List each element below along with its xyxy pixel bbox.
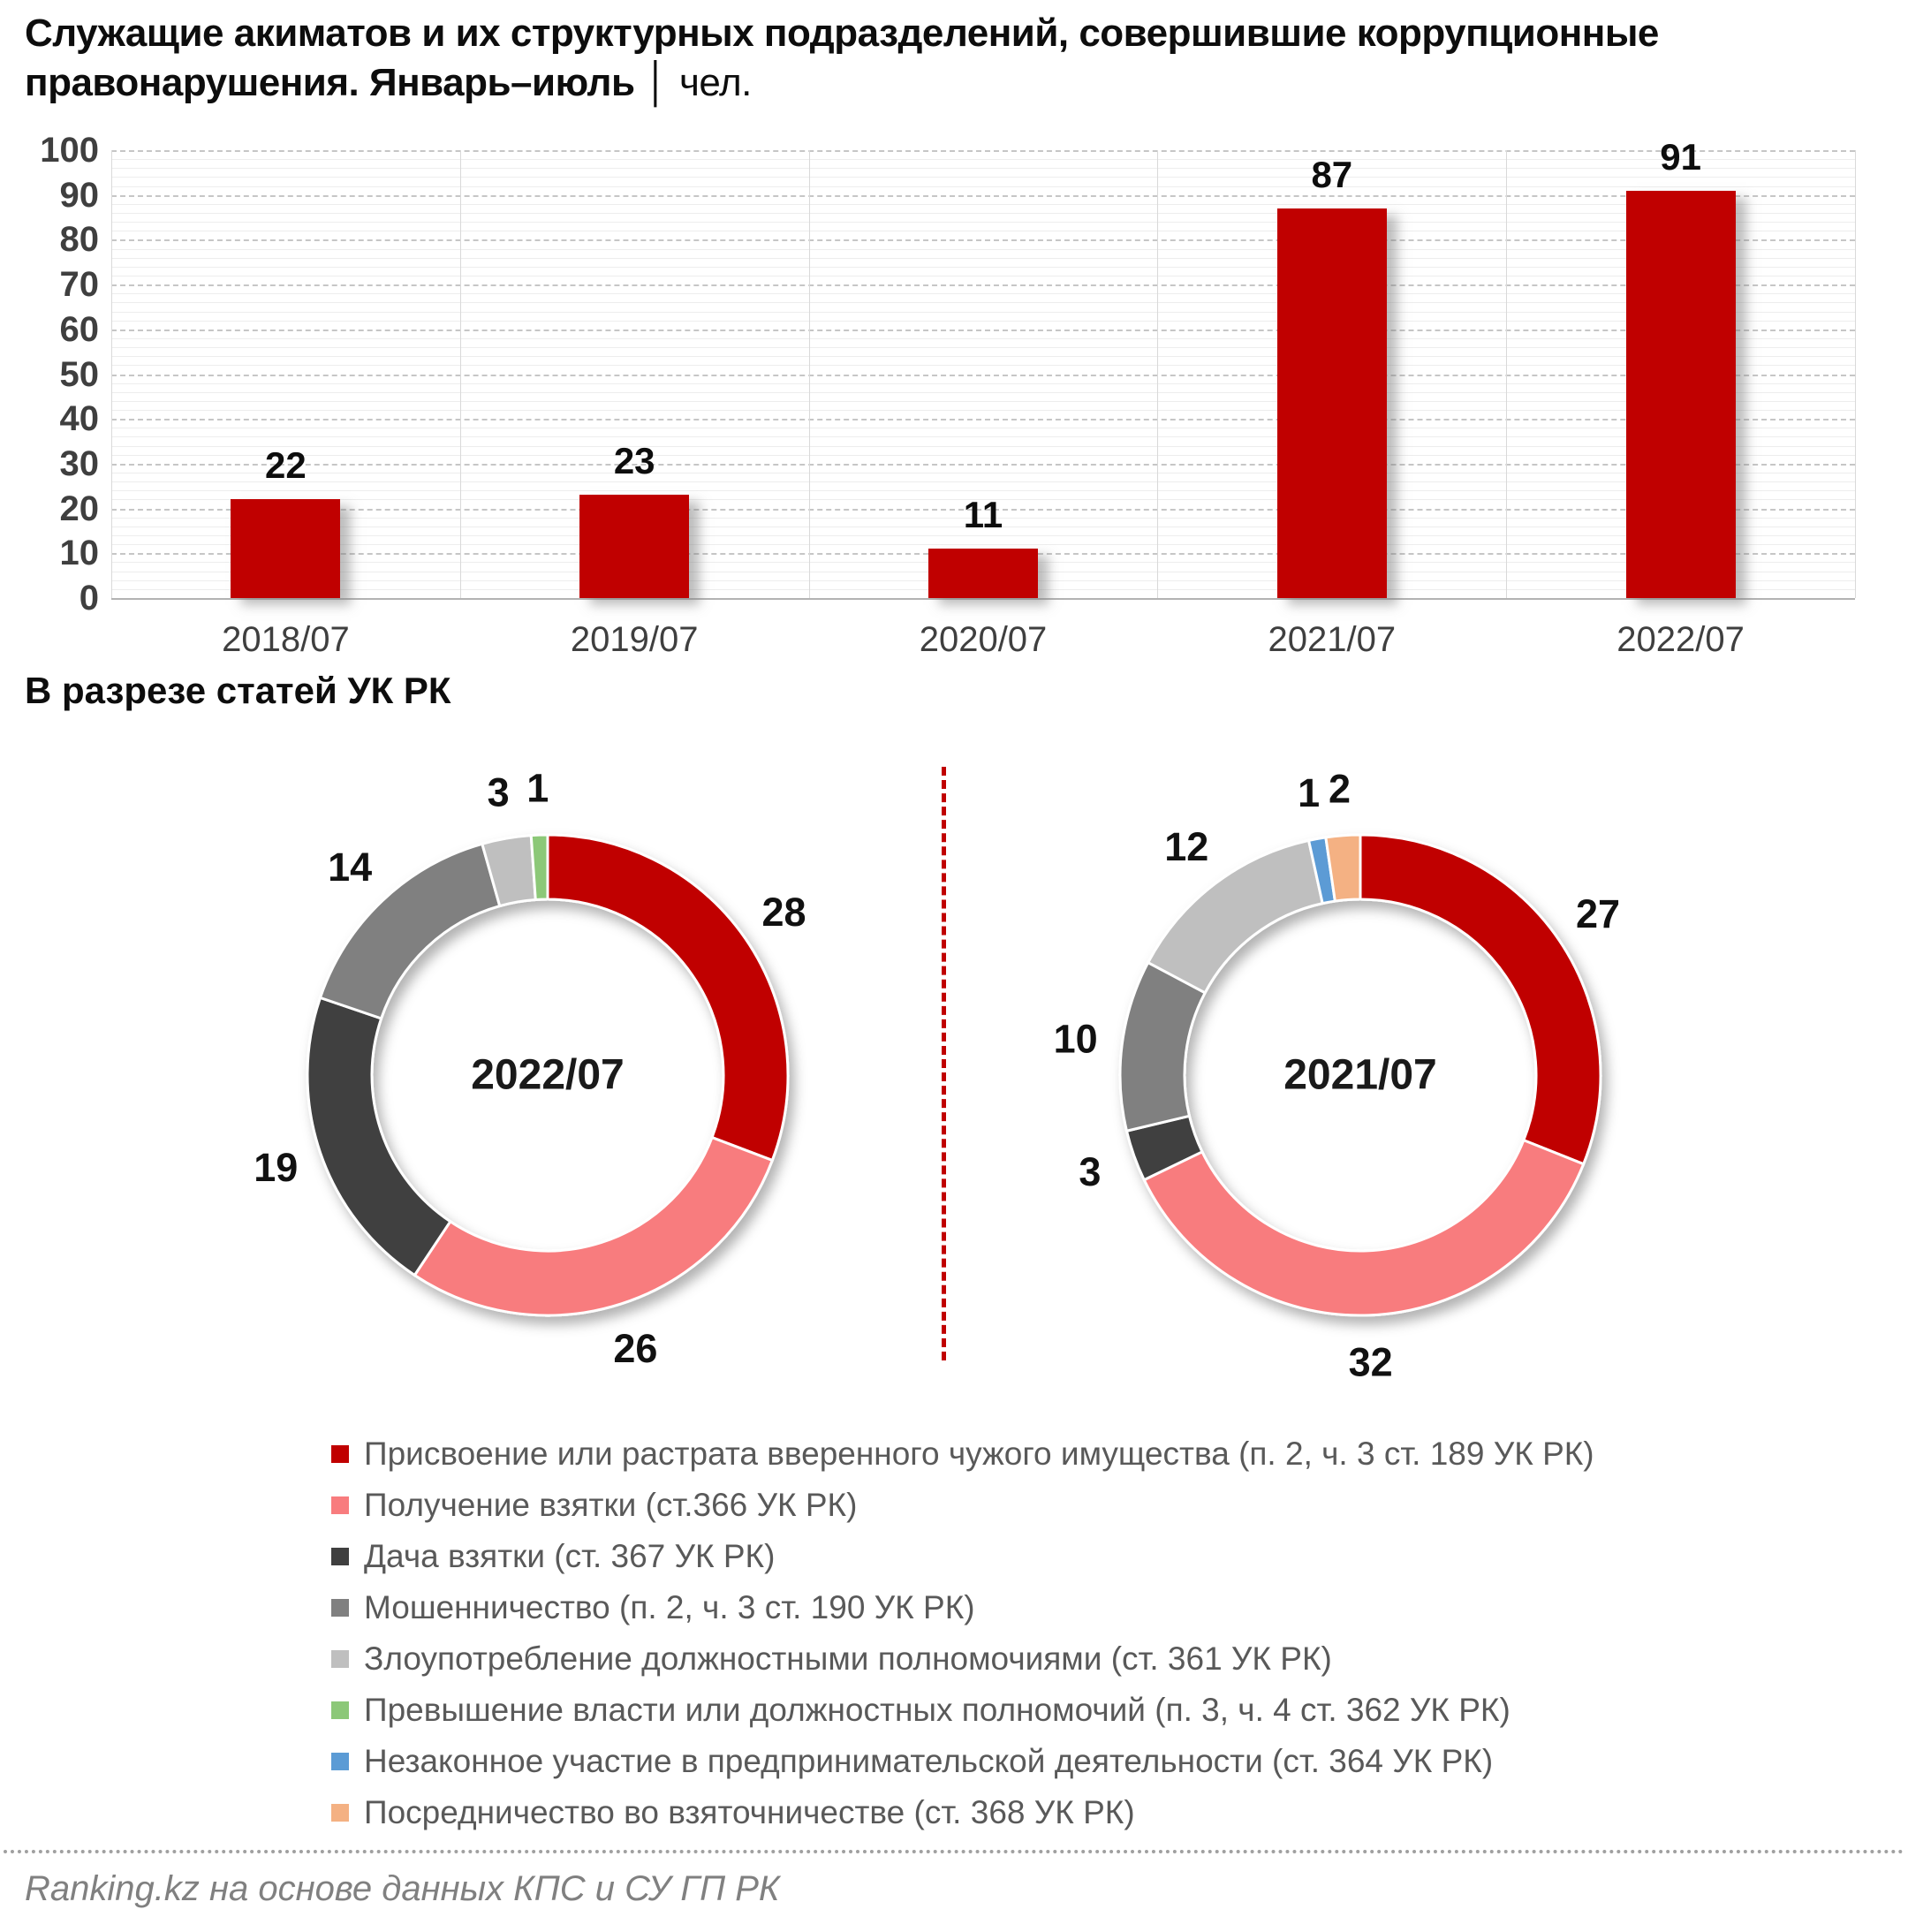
legend-item: [331, 1531, 1833, 1582]
donut-slice-value-label: 28: [761, 889, 806, 935]
x-axis-tick-label: 2019/07: [570, 620, 699, 659]
donut-slice: [548, 835, 788, 1160]
donut-slice: [531, 835, 548, 899]
legend-item-label: Присвоение или растрата вверенного чужого имущества (п. 2, ч. 3 ст. 189 УК РК): [364, 1436, 1594, 1472]
legend-item-label: Превышение власти или должностных полномочий (п. 3, ч. 4 ст. 362 УК РК): [364, 1692, 1510, 1728]
y-axis-tick-label: 40: [59, 399, 99, 439]
donut-slice-value-label: 1: [526, 765, 549, 811]
x-axis-line: [111, 598, 1855, 600]
legend-item: [331, 1480, 1833, 1531]
legend-item: [331, 1685, 1833, 1736]
donut-chart-2022: [238, 766, 857, 1384]
page-title-line1: Служащие акиматов и их структурных подразделений, совершившие коррупционные: [25, 11, 1659, 55]
footer-source: Ranking.kz на основе данных КПС и СУ ГП РК: [25, 1869, 780, 1908]
bar-chart-minor-gridline: [111, 276, 1855, 277]
legend-item-label: Злоупотребление должностными полномочиями (ст. 361 УК РК): [364, 1640, 1332, 1677]
bar-chart-major-gridline: [111, 375, 1855, 376]
x-axis-tick-label: 2021/07: [1268, 620, 1397, 659]
legend-item: [331, 1787, 1833, 1838]
x-axis-tick-label: 2020/07: [919, 620, 1048, 659]
bar-chart-major-gridline: [111, 195, 1855, 197]
donut-center-label: 2021/07: [1283, 1051, 1437, 1099]
bar-chart-minor-gridline: [111, 302, 1855, 303]
donut-slice-value-label: 10: [1053, 1016, 1098, 1062]
legend-item-label: Незаконное участие в предпринимательской деятельности (ст. 364 УК РК): [364, 1743, 1494, 1779]
bar-chart-minor-gridline: [111, 392, 1855, 393]
legend-item: [331, 1633, 1833, 1685]
donut-chart-2021: [1051, 766, 1670, 1384]
bar-chart-major-gridline: [111, 419, 1855, 420]
legend-swatch: [331, 1650, 349, 1668]
category-separator-line: [809, 150, 810, 598]
bar-chart-major-gridline: [111, 239, 1855, 241]
section-title: В разрезе статей УК РК: [25, 670, 451, 711]
legend-item-label: Получение взятки (ст.366 УК РК): [364, 1487, 858, 1523]
donut-slice-value-label: 1: [1298, 769, 1321, 815]
donut-slice: [1144, 1140, 1583, 1315]
donut-slice-value-label: 26: [613, 1325, 658, 1371]
category-separator-line: [1506, 150, 1507, 598]
legend-swatch: [331, 1548, 349, 1565]
category-separator-line: [111, 150, 112, 598]
bar-chart-minor-gridline: [111, 267, 1855, 268]
bar-chart-minor-gridline: [111, 186, 1855, 187]
y-axis-tick-label: 10: [59, 534, 99, 573]
legend-item-label: Посредничество во взяточничестве (ст. 368 УК РК): [364, 1794, 1135, 1830]
donut-slice: [1120, 963, 1205, 1132]
legend-swatch: [331, 1496, 349, 1514]
bar-chart-minor-gridline: [111, 383, 1855, 384]
donut-slice-value-label: 3: [1079, 1148, 1102, 1194]
bar-chart-minor-gridline: [111, 401, 1855, 402]
y-axis-tick-label: 50: [59, 354, 99, 394]
y-axis-tick-label: 100: [40, 131, 99, 170]
category-separator-line: [1157, 150, 1158, 598]
bar-chart-minor-gridline: [111, 436, 1855, 437]
bar-2022/07: [1626, 191, 1736, 598]
bar-chart-minor-gridline: [111, 356, 1855, 357]
bar-chart-major-gridline: [111, 330, 1855, 331]
legend-item-label: Мошенничество (п. 2, ч. 3 ст. 190 УК РК): [364, 1589, 975, 1625]
bar-chart-minor-gridline: [111, 490, 1855, 491]
legend-swatch: [331, 1599, 349, 1617]
bar-value-label: 23: [613, 440, 655, 482]
chart-legend: [331, 1428, 1833, 1838]
bar-chart-major-gridline: [111, 284, 1855, 286]
bar-2021/07: [1277, 208, 1387, 598]
y-axis-tick-label: 0: [79, 579, 99, 617]
legend-item: [331, 1736, 1833, 1787]
bar-value-label: 91: [1660, 135, 1701, 178]
bar-chart-minor-gridline: [111, 258, 1855, 259]
page-title-unit: │ чел.: [645, 61, 752, 104]
legend-swatch: [331, 1804, 349, 1822]
y-axis-tick-label: 90: [59, 175, 99, 215]
bar-chart-minor-gridline: [111, 293, 1855, 294]
y-axis-tick-label: 80: [59, 220, 99, 260]
donut-slice-value-label: 27: [1575, 891, 1621, 937]
bar-chart-minor-gridline: [111, 410, 1855, 411]
footer-divider-line: [4, 1850, 1904, 1853]
bar-chart-minor-gridline: [111, 213, 1855, 214]
donut-slice: [1360, 835, 1601, 1164]
x-axis-tick-label: 2018/07: [222, 620, 350, 659]
legend-swatch: [331, 1445, 349, 1463]
y-axis-tick-label: 60: [59, 309, 99, 349]
bar-chart-minor-gridline: [111, 204, 1855, 205]
legend-item-label: Дача взятки (ст. 367 УК РК): [364, 1538, 776, 1574]
page-title-line2: правонарушения. Январь–июль: [25, 61, 635, 104]
donut-slice-value-label: 12: [1164, 823, 1209, 869]
legend-item: [331, 1582, 1833, 1633]
bar-value-label: 87: [1311, 153, 1353, 195]
bar-2019/07: [579, 495, 689, 598]
donut-slice-value-label: 2: [1328, 766, 1352, 812]
bar-chart-minor-gridline: [111, 321, 1855, 322]
legend-swatch: [331, 1701, 349, 1719]
y-axis-tick-label: 70: [59, 265, 99, 305]
bar-2020/07: [928, 549, 1038, 598]
y-axis-tick-label: 30: [59, 443, 99, 483]
bar-chart-minor-gridline: [111, 365, 1855, 366]
donut-slice: [307, 997, 450, 1275]
bar-chart-minor-gridline: [111, 544, 1855, 545]
bar-chart-minor-gridline: [111, 347, 1855, 348]
donut-slice-value-label: 14: [328, 844, 373, 890]
category-separator-line: [460, 150, 461, 598]
bar-chart: [0, 0, 1908, 671]
bar-value-label: 22: [265, 444, 307, 487]
donut-center-label: 2022/07: [471, 1051, 625, 1099]
legend-swatch: [331, 1753, 349, 1770]
x-axis-tick-label: 2022/07: [1616, 620, 1745, 659]
donut-slice-value-label: 3: [487, 769, 510, 815]
bar-chart-minor-gridline: [111, 249, 1855, 250]
bar-chart-minor-gridline: [111, 312, 1855, 313]
bar-chart-minor-gridline: [111, 222, 1855, 223]
y-axis-tick-label: 20: [59, 489, 99, 528]
donut-slice-value-label: 19: [254, 1145, 299, 1191]
legend-item: [331, 1428, 1833, 1480]
donut-divider-line: [942, 767, 946, 1360]
bar-2018/07: [231, 499, 340, 598]
bar-value-label: 11: [963, 494, 1003, 536]
donut-slice-value-label: 32: [1348, 1339, 1393, 1385]
category-separator-line: [1855, 150, 1856, 598]
donut-slice: [414, 1138, 772, 1315]
bar-chart-minor-gridline: [111, 338, 1855, 339]
